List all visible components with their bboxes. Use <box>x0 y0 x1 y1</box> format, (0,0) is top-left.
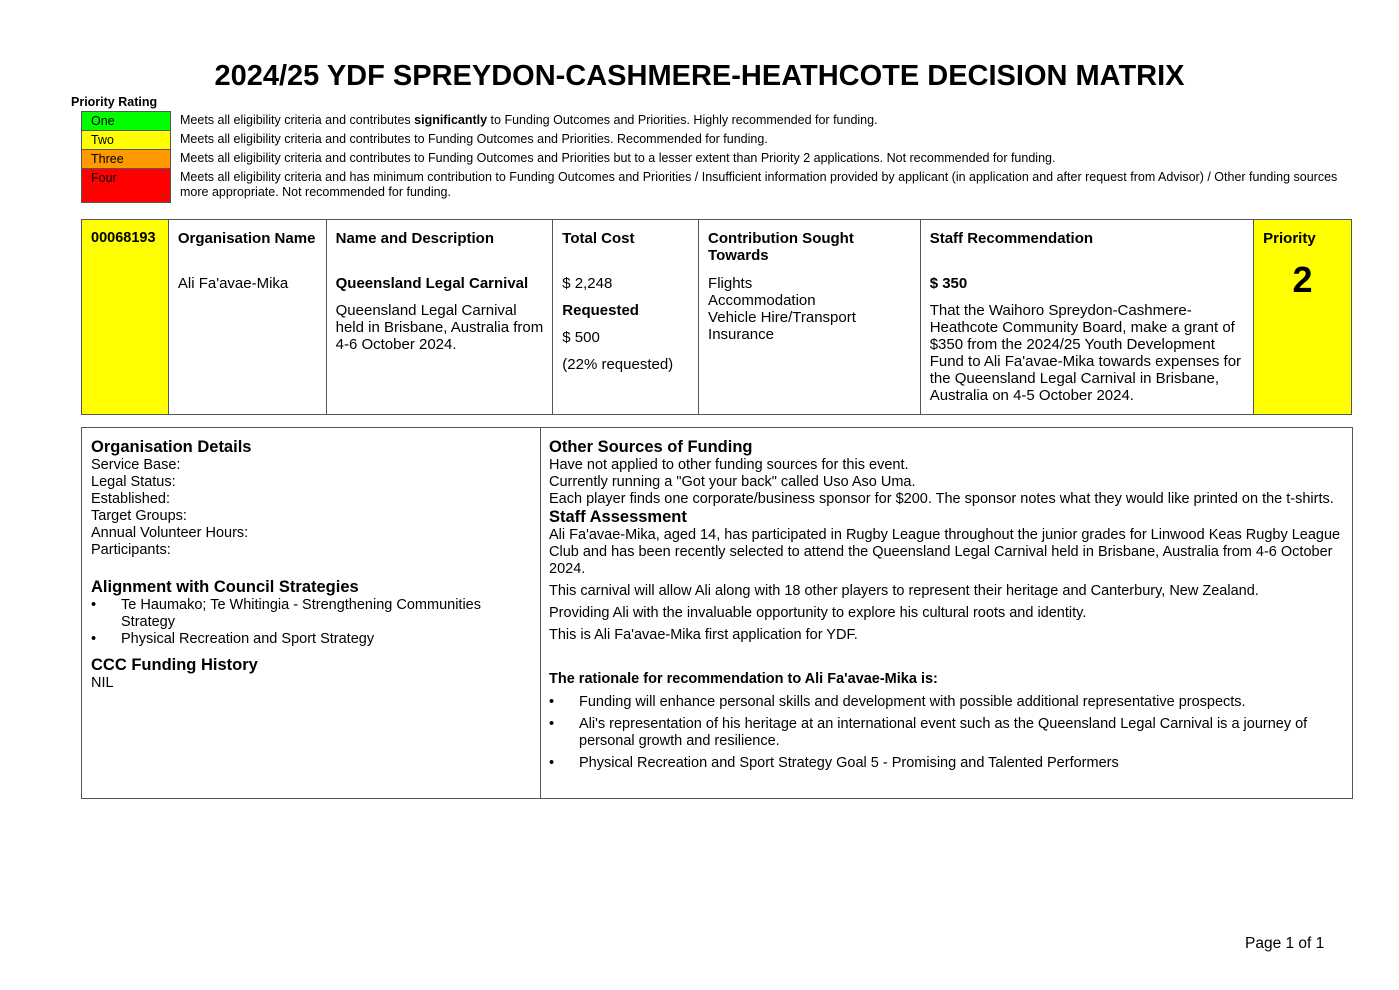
contribution-item: Accommodation <box>708 292 816 309</box>
other-funding-heading: Other Sources of Funding <box>549 438 753 456</box>
assessment-paragraph: This carnival will allow Ali along with 18 other players to represent their heritage and Canterbury, New Zealand. <box>549 583 1259 599</box>
assessment-paragraph: Ali Fa'avae-Mika, aged 14, has participated in Rugby League throughout the junior grades for Linwood Keas Rugby League Club and has been recently selected to attend the Queensland Legal Carnival held in Brisbane, Australia from 4-6 October 2024. <box>549 527 1341 577</box>
document-title: 2024/25 YDF SPREYDON-CASHMERE-HEATHCOTE DECISION MATRIX <box>214 60 1185 92</box>
priority-rating-caption: Priority Rating <box>71 95 158 109</box>
alignment-list <box>91 597 531 648</box>
contribution-column <box>699 220 921 414</box>
legend-text-two: Meets all eligibility criteria and contributes to Funding Outcomes and Priorities. Recommended for funding. <box>180 132 768 146</box>
contribution-header: Contribution Sought Towards <box>708 230 854 264</box>
contribution-item: Vehicle Hire/Transport <box>708 309 856 326</box>
funding-assessment-panel <box>541 428 1352 798</box>
page-number: Page 1 of 1 <box>1245 935 1325 952</box>
staff-header: Staff Recommendation <box>929 230 1094 247</box>
rationale-list <box>549 694 1343 772</box>
org-name: Ali Fa'avae-Mika <box>177 275 289 292</box>
funding-history-heading: CCC Funding History <box>91 656 258 674</box>
requested-percent: (22% requested) <box>562 356 674 373</box>
details-section <box>81 427 1353 799</box>
cost-column <box>553 220 699 414</box>
org-field: Annual Volunteer Hours: <box>91 525 249 541</box>
priority-value: 2 <box>1292 259 1313 300</box>
priority-swatch-four: Four <box>81 168 171 203</box>
project-description: Queensland Legal Carnival held in Brisbane, Australia from 4-6 October 2024. <box>335 302 544 353</box>
priority-header: Priority <box>1263 230 1316 247</box>
staff-amount: $ 350 <box>929 275 968 292</box>
organisation-details-panel <box>82 428 541 798</box>
rationale-item: • Ali's representation of his heritage at an international event such as the Queensland Legal Carnival is a journey of personal growth and resilience. <box>549 716 1343 750</box>
legend-row-three <box>81 149 1341 168</box>
legend-text-three: Meets all eligibility criteria and contributes to Funding Outcomes and Priorities but to a lesser extent than Priority 2 applications. Not recommended for funding. <box>180 151 1056 165</box>
org-field: Legal Status: <box>91 474 176 490</box>
project-name: Queensland Legal Carnival <box>335 275 529 292</box>
rationale-item: • Funding will enhance personal skills and development with possible additional representative prospects. <box>549 694 1343 711</box>
staff-recommendation-text: That the Waihoro Spreydon-Cashmere-Heathcote Community Board, make a grant of $350 from the 2024/25 Youth Development Fund to Ali Fa'avae-Mika towards expenses for the Queensland Legal Carnival in Brisbane, Australia on 4-5 October 2024. <box>929 302 1242 404</box>
cost-header: Total Cost <box>562 230 635 247</box>
legend-row-two <box>81 130 1341 149</box>
funding-line: Each player finds one corporate/business sponsor for $200. The sponsor notes what they would like printed on the t-shirts. <box>549 491 1334 507</box>
priority-swatch-three: Three <box>81 149 171 168</box>
funding-history-value: NIL <box>91 675 114 691</box>
legend-text-four: Meets all eligibility criteria and has minimum contribution to Funding Outcomes and Priorities / Insufficient information provided by applicant (in application and after request from Advisor) / Other funding sources more appropriate. Not recommended for funding. <box>180 170 1338 199</box>
name-header: Name and Description <box>335 230 494 247</box>
name-column <box>327 220 554 414</box>
staff-column <box>921 220 1254 414</box>
assessment-paragraph: Providing Ali with the invaluable opportunity to explore his cultural roots and identity. <box>549 605 1087 621</box>
requested-amount: $ 500 <box>562 329 600 346</box>
priority-legend <box>81 111 1341 203</box>
staff-assessment-heading: Staff Assessment <box>549 508 687 526</box>
legend-row-four <box>81 168 1341 203</box>
priority-column <box>1254 220 1351 414</box>
alignment-item: • Physical Recreation and Sport Strategy <box>91 631 531 648</box>
alignment-item: • Te Haumako; Te Whitingia - Strengthening Communities Strategy <box>91 597 531 631</box>
decision-matrix-row <box>81 219 1352 415</box>
assessment-paragraph: This is Ali Fa'avae-Mika first application for YDF. <box>549 627 858 643</box>
funding-line: Currently running a "Got your back" called Uso Aso Uma. <box>549 474 916 490</box>
org-details-heading: Organisation Details <box>91 438 252 456</box>
priority-swatch-one: One <box>81 111 171 130</box>
application-id: 00068193 <box>82 220 169 414</box>
contribution-item: Insurance <box>708 326 774 343</box>
org-column <box>169 220 327 414</box>
org-field: Established: <box>91 491 170 507</box>
total-cost: $ 2,248 <box>562 275 613 292</box>
requested-label: Requested <box>562 302 639 319</box>
priority-swatch-two: Two <box>81 130 171 149</box>
rationale-item: • Physical Recreation and Sport Strategy Goal 5 - Promising and Talented Performers <box>549 755 1343 772</box>
org-field: Participants: <box>91 542 171 558</box>
org-header: Organisation Name <box>177 230 316 247</box>
org-field: Target Groups: <box>91 508 187 524</box>
funding-line: Have not applied to other funding sources for this event. <box>549 457 909 473</box>
legend-text-one: Meets all eligibility criteria and contributes significantly to Funding Outcomes and Priorities. Highly recommended for funding. <box>180 113 878 127</box>
alignment-heading: Alignment with Council Strategies <box>91 578 359 596</box>
org-field: Service Base: <box>91 457 181 473</box>
rationale-heading: The rationale for recommendation to Ali Fa'avae-Mika is: <box>549 671 938 687</box>
legend-row-one <box>81 111 1341 130</box>
contribution-item: Flights <box>708 275 753 292</box>
